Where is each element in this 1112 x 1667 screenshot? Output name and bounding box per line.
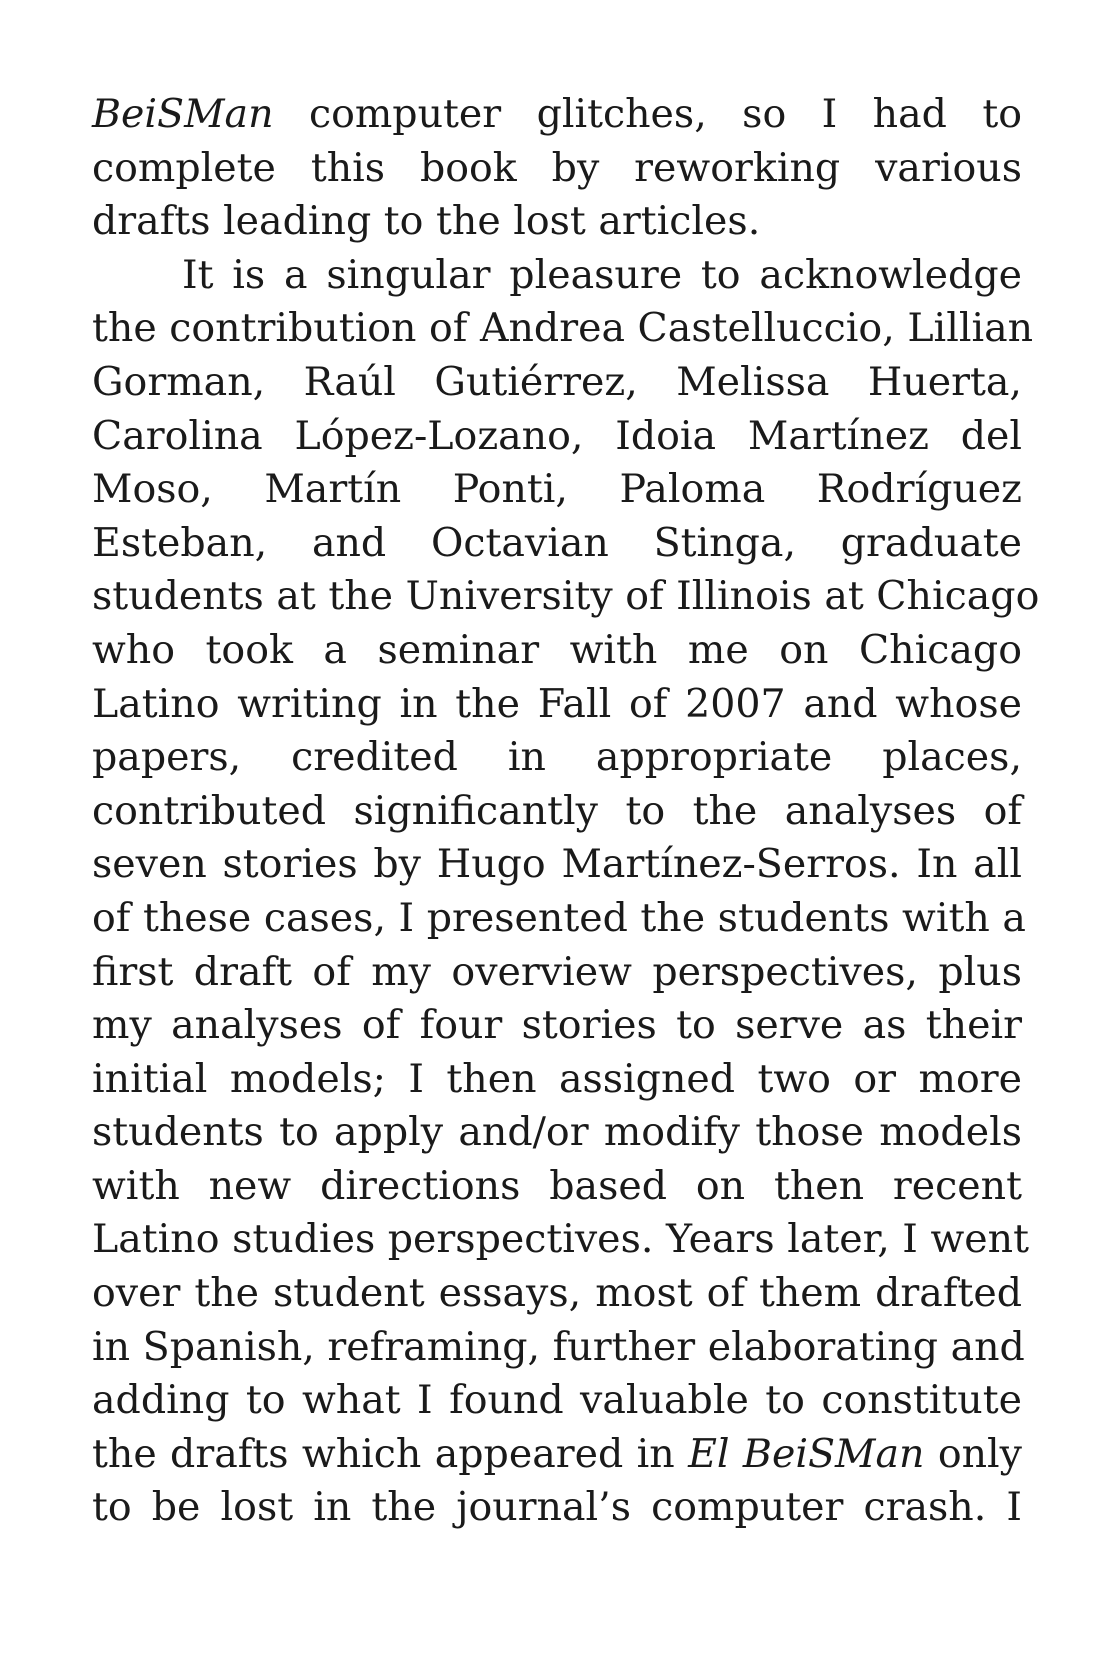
text-line <box>92 1374 1022 1428</box>
text-segment: computer glitches, so I had to <box>273 91 1022 137</box>
text-segment: only <box>924 1430 1022 1477</box>
text-line <box>92 678 1022 732</box>
italic-title: El BeiSMan <box>688 1430 925 1477</box>
text-segment: Latino writing in the Fall of 2007 and whose <box>92 680 1022 727</box>
text-segment: the contribution of Andrea Castelluccio, Lillian <box>92 305 1034 352</box>
text-segment: seven stories by Hugo Martínez-Serros. In all <box>92 841 1022 888</box>
text-segment: my analyses of four stories to serve as their <box>92 1002 1022 1049</box>
text-line <box>92 1267 1022 1321</box>
text-line <box>92 838 1022 892</box>
text-line <box>92 624 1022 678</box>
italic-title: BeiSMan <box>92 91 274 137</box>
text-segment: Moso, Martín Ponti, Paloma Rodríguez <box>92 466 1022 513</box>
text-line <box>92 88 1022 142</box>
text-line <box>92 1053 1022 1107</box>
text-line <box>92 1213 1029 1267</box>
text-segment: in Spanish, reframing, further elaborating and <box>92 1323 1025 1370</box>
text-line <box>92 1481 1022 1535</box>
text-segment: to be lost in the journal’s computer crash. I <box>92 1484 1022 1531</box>
text-line <box>92 570 1040 624</box>
text-segment: Gorman, Raúl Gutiérrez, Melissa Huerta, <box>92 358 1022 405</box>
text-line <box>92 517 1022 571</box>
text-line <box>92 892 1026 946</box>
text-segment: the drafts which appeared in <box>92 1430 689 1477</box>
text-segment: Carolina López-Lozano, Idoia Martínez del <box>92 412 1022 459</box>
text-segment: complete this book by reworking various <box>92 144 1022 191</box>
text-segment: It is a singular pleasure to acknowledge <box>182 251 1022 298</box>
text-segment: over the student essays, most of them drafted <box>92 1270 1022 1317</box>
text-segment: of these cases, I presented the students with a <box>92 894 1026 941</box>
text-line <box>92 356 1022 410</box>
text-segment: adding to what I found valuable to constitute <box>92 1377 1022 1424</box>
text-line <box>92 1106 1022 1160</box>
text-segment: first draft of my overview perspectives, plus <box>92 948 1022 995</box>
text-line <box>92 731 1022 785</box>
text-line <box>92 142 1022 196</box>
text-segment: with new directions based on then recent <box>92 1162 1022 1209</box>
text-line <box>92 785 1022 839</box>
text-line <box>92 1428 1022 1482</box>
text-segment: students to apply and/or modify those models <box>92 1109 1022 1156</box>
text-line <box>92 302 1034 356</box>
text-segment: contributed significantly to the analyses of <box>92 787 1022 834</box>
text-line <box>92 946 1022 1000</box>
text-line <box>92 463 1022 517</box>
text-segment: students at the University of Illinois at Chicago <box>92 573 1040 620</box>
text-line <box>92 195 1022 249</box>
text-segment: drafts leading to the lost articles. <box>92 198 761 245</box>
text-line <box>92 1321 1025 1375</box>
book-page <box>92 88 1040 1535</box>
text-line <box>92 249 1022 303</box>
text-segment: Esteban, and Octavian Stinga, graduate <box>92 519 1022 566</box>
text-segment: initial models; I then assigned two or more <box>92 1055 1022 1102</box>
text-line <box>92 410 1022 464</box>
text-line <box>92 999 1022 1053</box>
text-segment: who took a seminar with me on Chicago <box>92 626 1022 673</box>
paragraph <box>92 249 1040 1535</box>
text-segment: Latino studies perspectives. Years later, I went <box>92 1216 1029 1263</box>
paragraph <box>92 88 1022 249</box>
text-segment: papers, credited in appropriate places, <box>92 734 1022 781</box>
text-line <box>92 1160 1022 1214</box>
